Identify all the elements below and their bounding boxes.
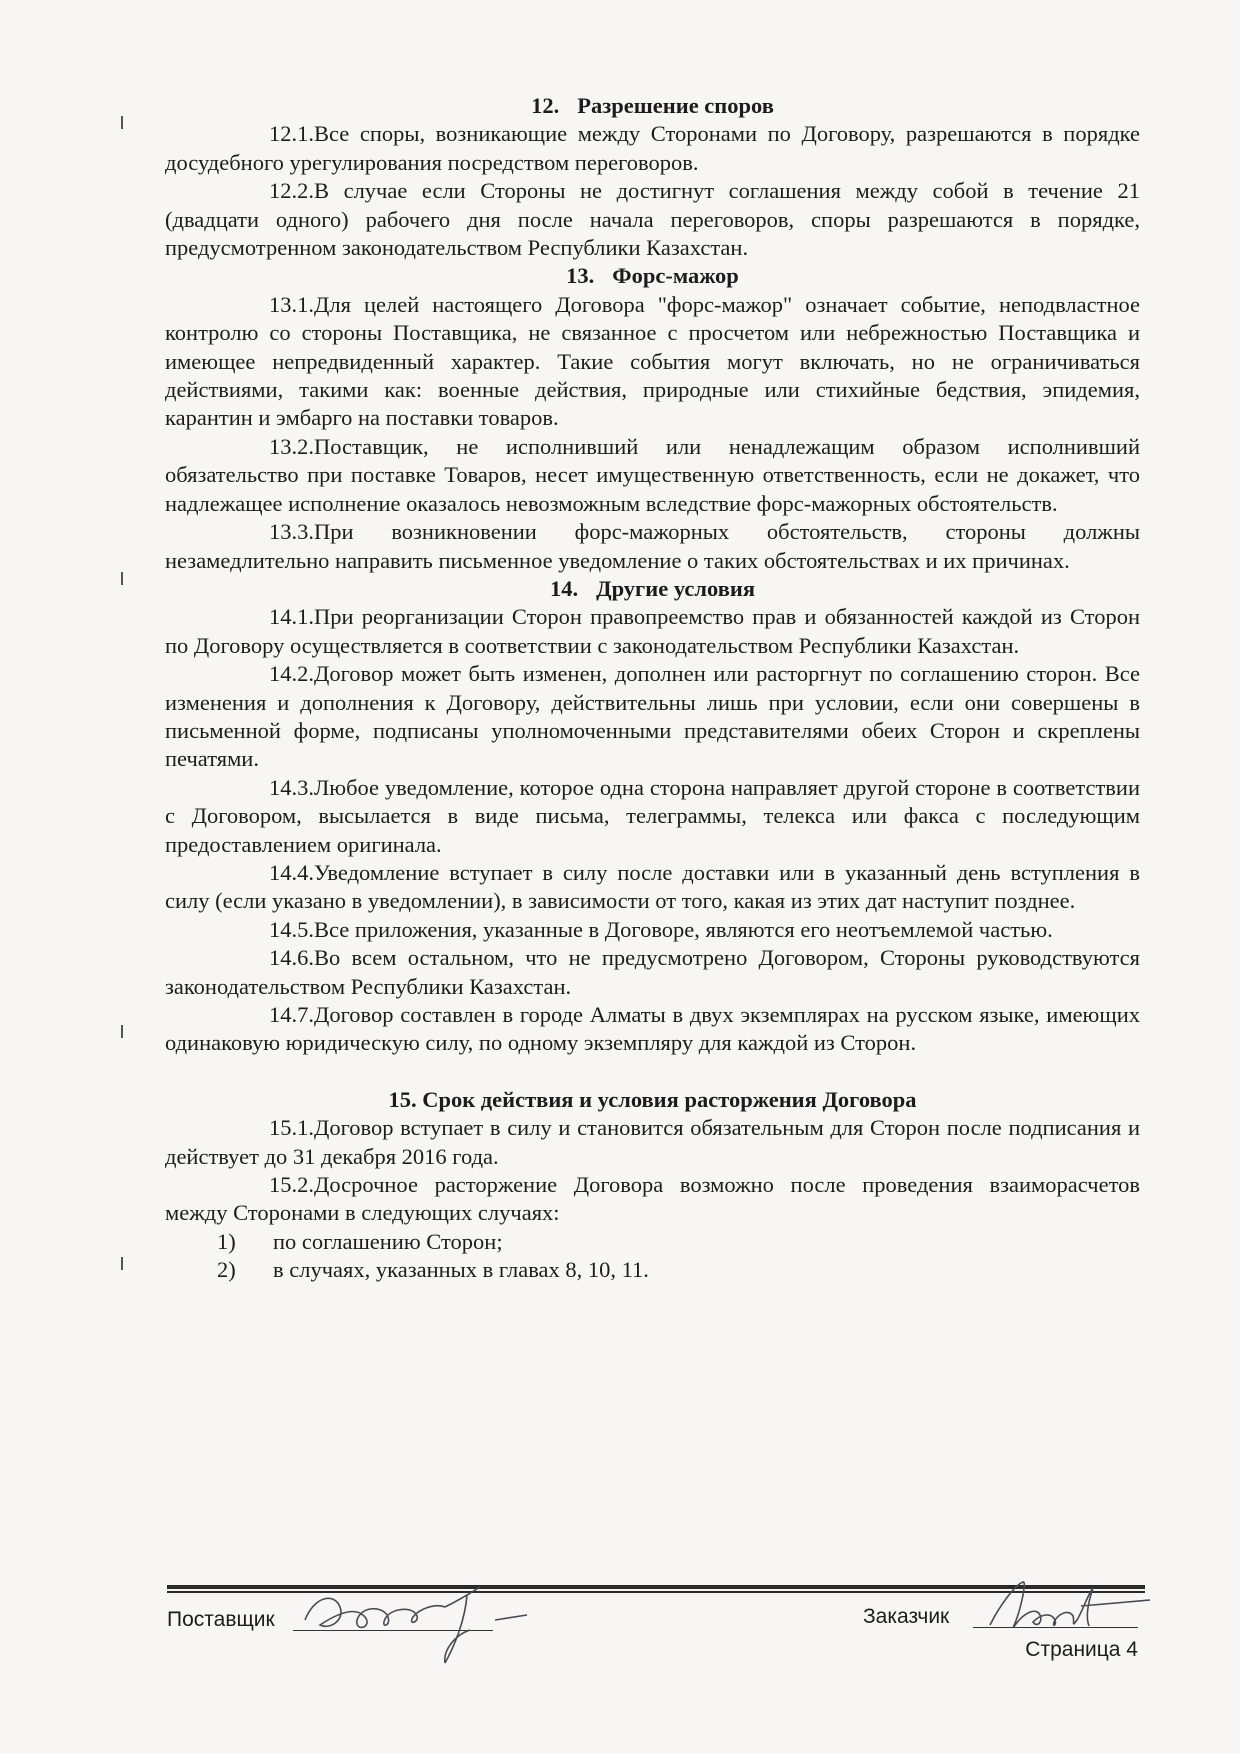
spacer [165, 1058, 1140, 1086]
clause: 14.7.Договор составлен в городе Алматы в двух экземплярах на русском языке, имеющих одинаковую юридическую силу, по одному экземпляру для каждой из Сторон. [165, 1002, 1140, 1056]
list-item: 2) в случаях, указанных в главах 8, 10, 11. [217, 1257, 649, 1283]
clause: 12.1.Все споры, возникающие между Сторонами по Договору, разрешаются в порядке досудебного урегулирования посредством переговоров. [165, 121, 1140, 175]
clause: 14.3.Любое уведомление, которое одна сторона направляет другой стороне в соответствии с Договором, высылается в виде письма, телеграммы, телекса или факса с последующим предоставлением оригинала. [165, 774, 1140, 857]
page-number: Страница 4 [1025, 1638, 1138, 1661]
clause: 14.5.Все приложения, указанные в Договоре, являются его неотъемлемой частью. [269, 916, 1053, 942]
margin-mark [121, 116, 123, 129]
margin-mark [121, 572, 123, 585]
list-item: 1) по соглашению Сторон; [217, 1228, 503, 1254]
clause: 13.3.При возникновении форс-мажорных обстоятельств, стороны должны незамедлительно направить письменное уведомление о таких обстоятельствах и их причинах. [165, 519, 1140, 573]
section-heading: 12. Разрешение споров [531, 93, 774, 118]
clause: 15.2.Досрочное расторжение Договора возможно после проведения взаиморасчетов между Сторонами в следующих случаях: [165, 1172, 1140, 1226]
contract-body [165, 92, 1140, 1285]
clause: 15.1.Договор вступает в силу и становится обязательным для Сторон после подписания и действует до 31 декабря 2016 года. [165, 1115, 1140, 1169]
margin-mark [121, 1025, 123, 1038]
margin-mark [121, 1257, 123, 1270]
clause: 13.1.Для целей настоящего Договора "форс-мажор" означает событие, неподвластное контролю со стороны Поставщика, не связанное с просчетом или небрежностью Поставщика и имеющее непредвиденный характер. Такие события могут включать, но не ограничиваться действиями, такими как: военные действия, природные или стихийные бедствия, эпидемия, карантин и эмбарго на поставки товаров. [165, 291, 1140, 431]
clause: 14.2.Договор может быть изменен, дополнен или расторгнут по соглашению сторон. Все изменения и дополнения к Договору, действительны лишь при условии, если они совершены в письменной форме, подписаны уполномоченными представителями обеих Сторон и скреплены печатями. [165, 661, 1140, 772]
clause: 14.6.Во всем остальном, что не предусмотрено Договором, Стороны руководствуются законодательством Республики Казахстан. [165, 945, 1140, 999]
section-heading: 13. Форс-мажор [566, 263, 739, 289]
clause: 13.2.Поставщик, не исполнивший или ненадлежащим образом исполнивший обязательство при поставке Товаров, несет имущественную ответственность, если не докажет, что надлежащее исполнение оказалось невозможным вследствие форс-мажорных обстоятельств. [165, 433, 1140, 516]
clause: 14.4.Уведомление вступает в силу после доставки или в указанный день вступления в силу (если указано в уведомлении), в зависимости от того, какая из этих дат наступит позднее. [165, 859, 1140, 914]
clause: 14.1.При реорганизации Сторон правопреемство прав и обязанностей каждой из Сторон по Договору осуществляется в соответствии с законодательством Республики Казахстан. [165, 604, 1140, 658]
supplier-signature [295, 1575, 535, 1675]
section-heading: 14. Другие условия [549, 575, 755, 601]
customer-label: Заказчик [863, 1605, 950, 1628]
page-footer [165, 1585, 1150, 1695]
section-heading: 15. Срок действия и условия расторжения Договора [388, 1086, 917, 1112]
clause: 12.2.В случае если Стороны не достигнут соглашения между собой в течение 21 (двадцати одного) рабочего дня после начала переговоров, споры разрешаются в порядке, предусмотренном законодательством Республики Казахстан. [165, 178, 1140, 261]
supplier-label: Поставщик [167, 1608, 275, 1631]
